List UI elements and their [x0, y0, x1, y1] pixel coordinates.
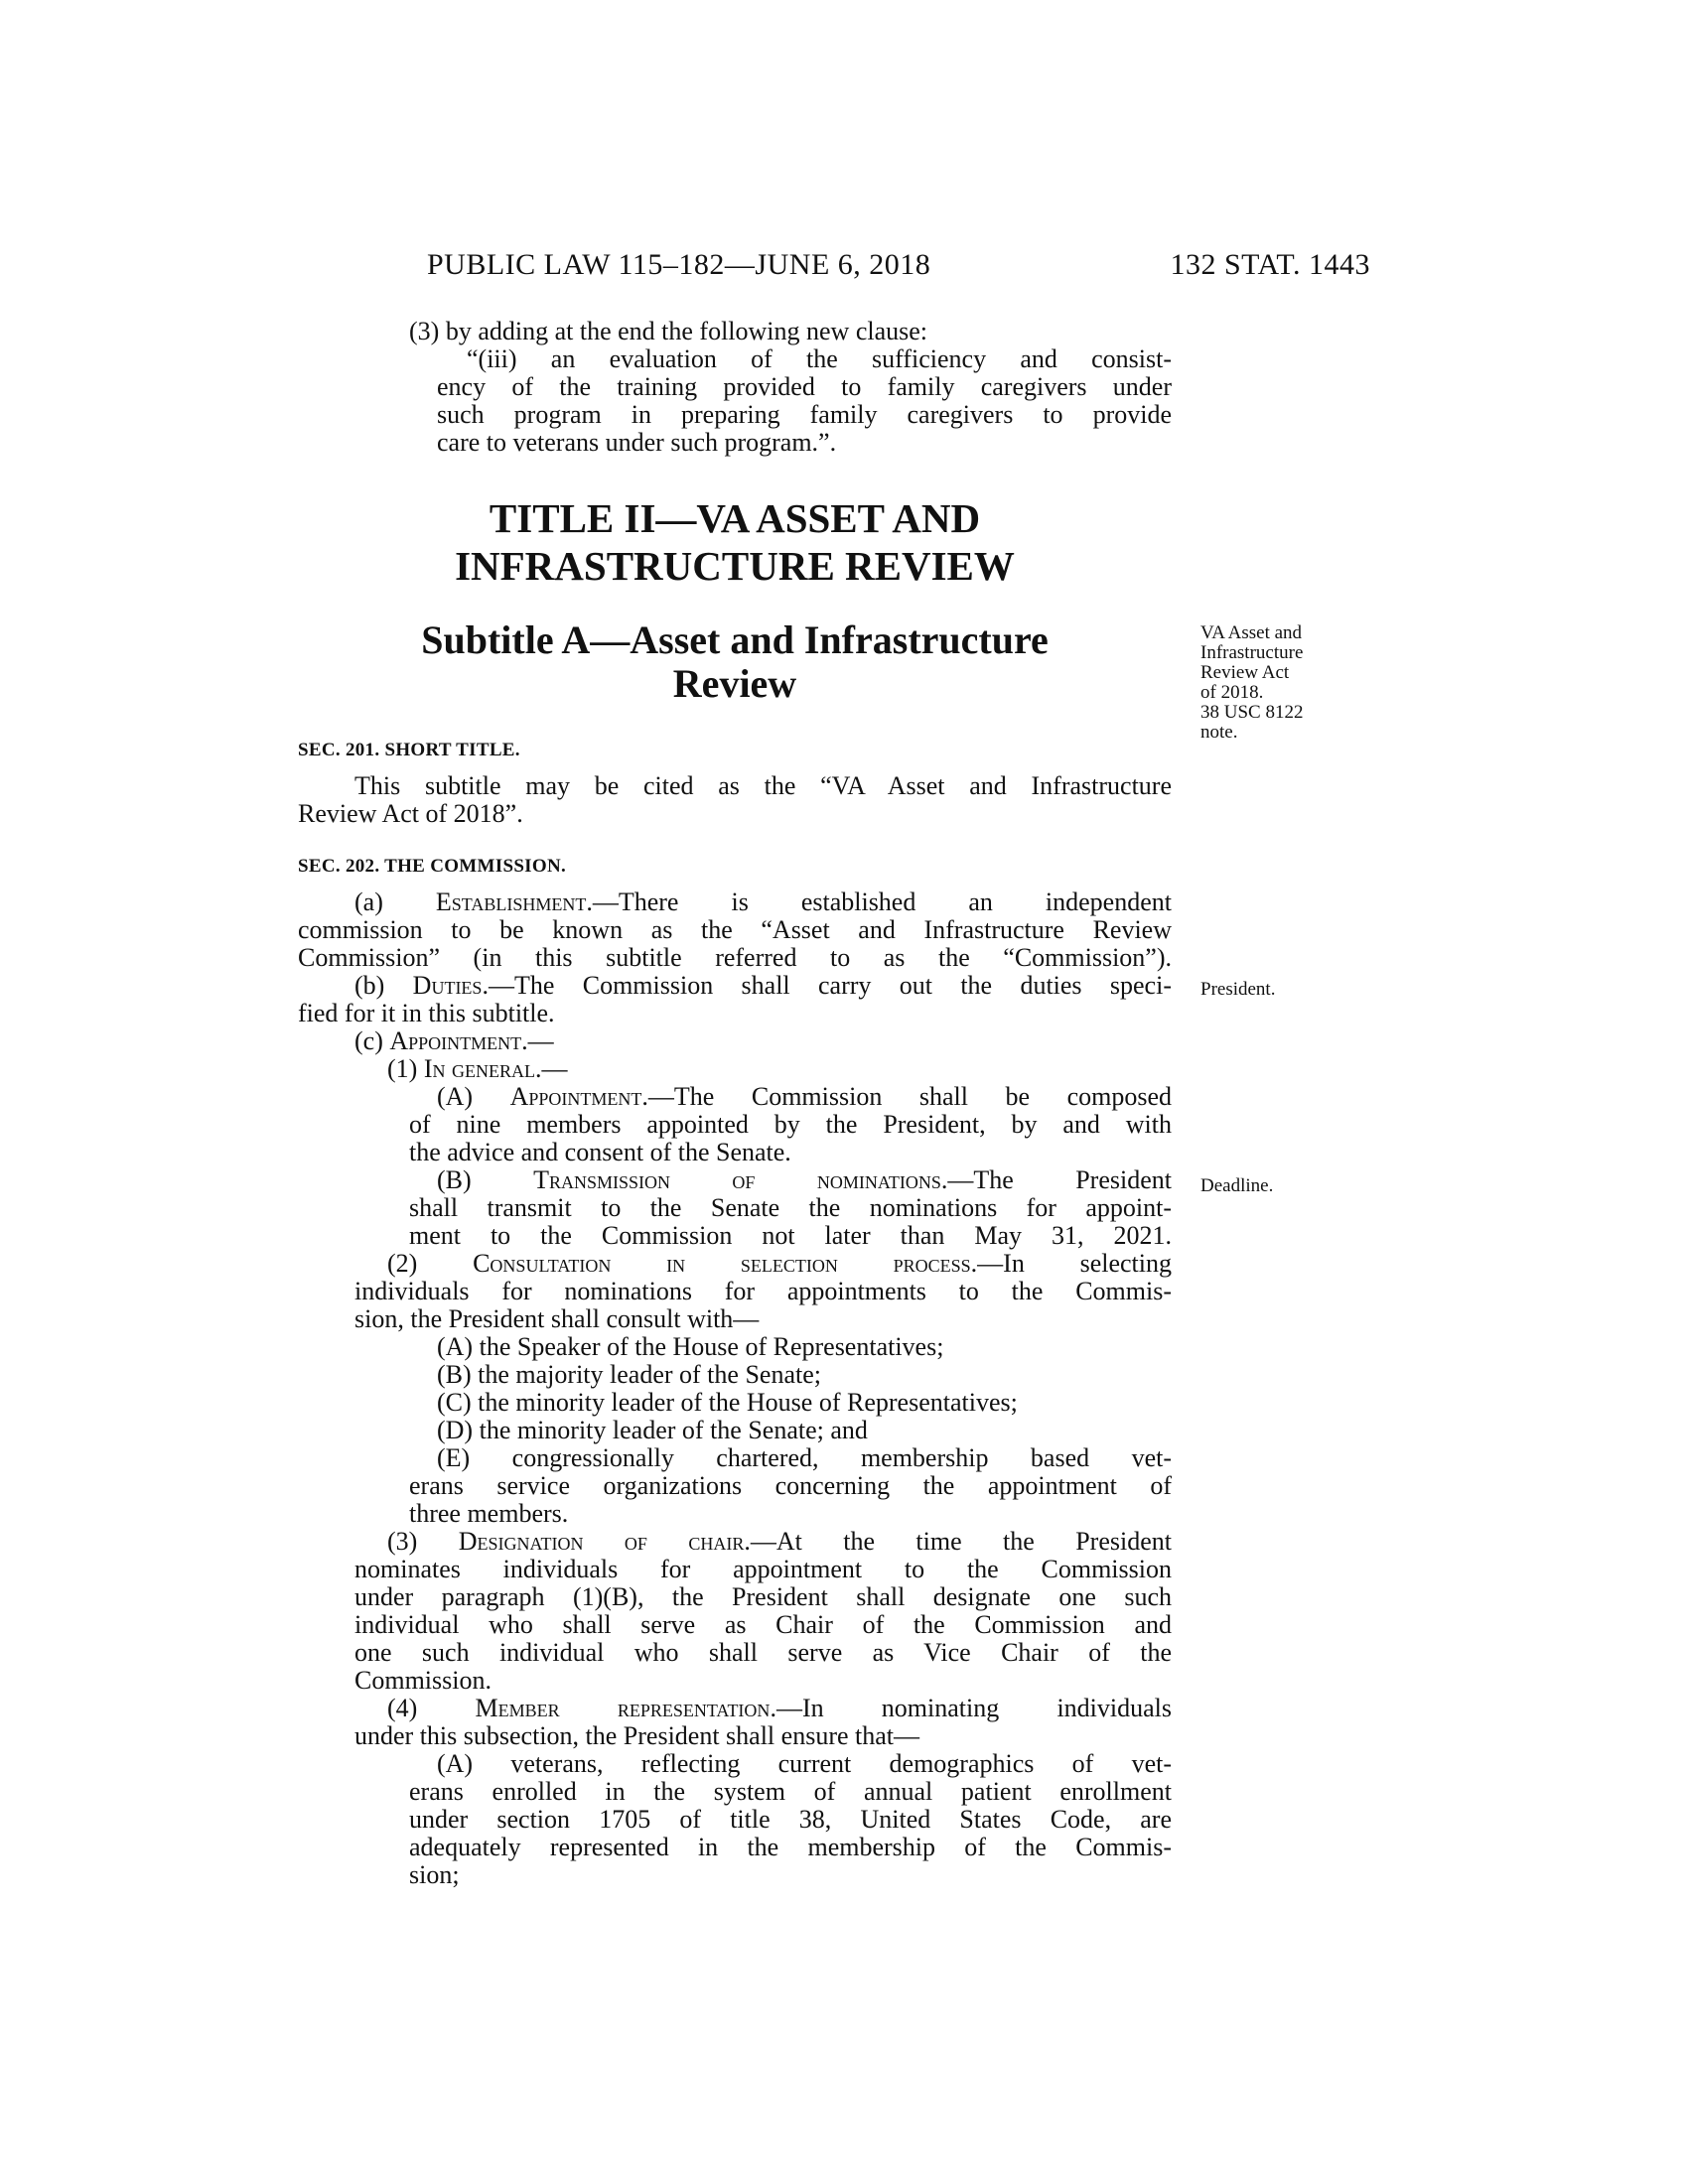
body-line: one such individual who shall serve as Vice Chair of the — [354, 1638, 1172, 1667]
body-line — [437, 1166, 1172, 1194]
title-line: TITLE II—VA ASSET AND — [489, 495, 981, 541]
clause-line: “(iii) an evaluation of the sufficiency and consist- — [467, 344, 1172, 373]
para-text: .—In nominating individuals — [770, 1694, 1172, 1722]
margin-note-act — [1200, 623, 1339, 743]
header-public-law: PUBLIC LAW 115–182—JUNE 6, 2018 — [427, 248, 931, 281]
margin-note-line: Infrastructure — [1200, 642, 1304, 663]
para-text: .— — [534, 1054, 568, 1083]
body-line: commission to be known as the “Asset and Infrastructure Review — [298, 915, 1172, 944]
margin-note-line: of 2018. — [1200, 682, 1264, 703]
title-line: INFRASTRUCTURE REVIEW — [455, 543, 1015, 589]
body-line — [437, 1083, 1172, 1111]
para-label: Appointment — [509, 1082, 642, 1111]
subtitle-line: Review — [672, 661, 797, 706]
body-line: of nine members appointed by the President, by and with — [409, 1110, 1172, 1139]
para-num: (b) — [354, 971, 413, 1000]
body-line: Commission. — [354, 1666, 492, 1695]
body-line: nominates individuals for appointment to the Commission — [354, 1555, 1172, 1583]
body-line: fied for it in this subtitle. — [298, 999, 555, 1027]
margin-note-deadline: Deadline. — [1200, 1175, 1274, 1196]
para-text: .—There is established an independent — [586, 887, 1172, 916]
para-num: (B) — [437, 1165, 534, 1194]
para-text: .—The Commission shall carry out the duties speci- — [482, 971, 1172, 1000]
body-line: sion, the President shall consult with— — [354, 1304, 760, 1333]
subtitle-a-heading — [298, 618, 1172, 706]
para-num: (1) — [387, 1054, 424, 1083]
body-line — [387, 1695, 1172, 1722]
body-line — [298, 1055, 1172, 1083]
para-num: (3) — [387, 1527, 459, 1556]
sec-202-heading: SEC. 202. THE COMMISSION. — [298, 856, 567, 877]
body-line: (A) the Speaker of the House of Representatives; — [437, 1332, 944, 1361]
body-line: under paragraph (1)(B), the President shall designate one such — [354, 1582, 1172, 1611]
body-line: sion; — [409, 1860, 460, 1889]
body-line: under this subsection, the President shall ensure that— — [354, 1721, 920, 1750]
body-line: individual who shall serve as Chair of the Commission and — [354, 1610, 1172, 1639]
body-line: erans enrolled in the system of annual patient enrollment — [409, 1777, 1172, 1806]
para-label: Appointment — [389, 1026, 522, 1055]
body-line: the advice and consent of the Senate. — [409, 1138, 791, 1166]
body-line: (D) the minority leader of the Senate; and — [437, 1416, 868, 1444]
para-label: Transmission of nominations — [533, 1165, 941, 1194]
body-line: individuals for nominations for appointments to the Commis- — [354, 1277, 1172, 1305]
header-stat-page: 132 STAT. 1443 — [1170, 248, 1370, 281]
para-num: (a) — [354, 887, 436, 916]
para-text: .—The President — [940, 1165, 1172, 1194]
top-clause — [298, 318, 1172, 457]
body-line — [298, 1027, 1172, 1055]
body-line — [387, 1250, 1172, 1278]
body-line — [387, 1528, 1172, 1556]
title-ii-heading — [298, 494, 1172, 590]
body-line: Commission” (in this subtitle referred to as the “Commission”). — [298, 943, 1172, 972]
body-line: (C) the minority leader of the House of Representatives; — [437, 1388, 1018, 1417]
margin-note-line: 38 USC 8122 — [1200, 702, 1304, 723]
para-num: (2) — [387, 1249, 474, 1278]
body-line: under section 1705 of title 38, United States Code, are — [409, 1805, 1172, 1834]
para-label: Duties — [412, 971, 483, 1000]
margin-note-line: VA Asset and — [1200, 622, 1303, 643]
body-line: (E) congressionally chartered, membership based vet- — [437, 1443, 1172, 1472]
clause-line: care to veterans under such program.”. — [437, 428, 837, 457]
body-line: This subtitle may be cited as the “VA Asset and Infrastructure — [354, 771, 1172, 800]
para-label: Designation of chair — [458, 1527, 745, 1556]
body-line: Review Act of 2018”. — [298, 799, 523, 828]
para-num: (A) — [437, 1082, 510, 1111]
body-line: ment to the Commission not later than May 31, 2021. — [409, 1221, 1172, 1250]
body-line: adequately represented in the membership of the Commis- — [409, 1833, 1172, 1861]
para-text: .—In selecting — [970, 1249, 1172, 1278]
subtitle-line: Subtitle A—Asset and Infrastructure — [421, 617, 1049, 662]
body-line — [354, 972, 1172, 1000]
body-line: shall transmit to the Senate the nominations for appoint- — [409, 1193, 1172, 1222]
sec-202-body — [298, 888, 1172, 1889]
para-text: .—At the time the President — [744, 1527, 1172, 1556]
sec-201-heading: SEC. 201. SHORT TITLE. — [298, 740, 520, 760]
body-line: erans service organizations concerning the appointment of — [409, 1471, 1172, 1500]
para-label: Establishment — [435, 887, 587, 916]
margin-note-line: Review Act — [1200, 662, 1290, 683]
clause-line: such program in preparing family caregivers to provide — [437, 400, 1172, 429]
body-line — [354, 888, 1172, 916]
para-num: (c) — [354, 1026, 390, 1055]
margin-note-president: President. — [1200, 979, 1276, 1000]
clause-line: (3) by adding at the end the following new clause: — [409, 317, 928, 345]
para-label: Member representation — [475, 1694, 771, 1722]
sec-201-body — [298, 772, 1172, 828]
para-label: Consultation in selection process — [473, 1249, 971, 1278]
body-line: three members. — [409, 1499, 569, 1528]
para-text: .— — [521, 1026, 554, 1055]
para-num: (4) — [387, 1694, 476, 1722]
margin-note-line: note. — [1200, 722, 1238, 743]
para-text: .—The Commission shall be composed — [641, 1082, 1172, 1111]
body-line: (B) the majority leader of the Senate; — [437, 1360, 821, 1389]
body-line: (A) veterans, reflecting current demographics of vet- — [437, 1749, 1172, 1778]
running-header — [298, 248, 1370, 288]
para-label: In general — [423, 1054, 535, 1083]
clause-line: ency of the training provided to family caregivers under — [437, 372, 1172, 401]
